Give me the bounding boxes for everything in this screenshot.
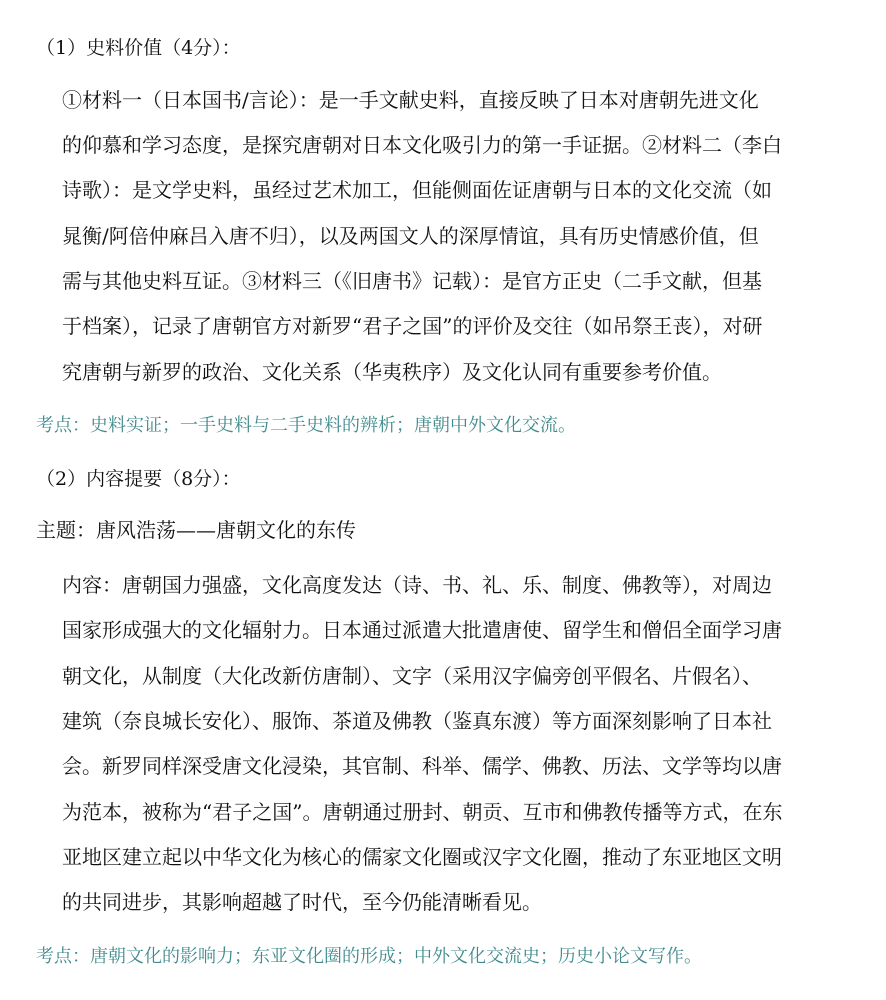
section1-line: 晁衡/阿倍仲麻吕入唐不归），以及两国文人的深厚情谊，具有历史情感价值，但 <box>62 224 759 248</box>
section1-line: 诗歌）：是文学史料，虽经过艺术加工，但能侧面佐证唐朝与日本的文化交流（如 <box>62 178 772 202</box>
section1-line: 需与其他史料互证。③材料三（《旧唐书》记载）：是官方正史（二手文献，但基 <box>62 269 762 293</box>
section1-line: 究唐朝与新罗的政治、文化关系（华夷秩序）及文化认同有重要参考价值。 <box>62 360 722 384</box>
section1-line: ①材料一（日本国书/言论）：是一手文献史料，直接反映了日本对唐朝先进文化 <box>62 88 759 112</box>
section1-line: 于档案），记录了唐朝官方对新罗“君子之国”的评价及交往（如吊祭王丧），对研 <box>62 314 763 338</box>
section2-line: 内容：唐朝国力强盛，文化高度发达（诗、书、礼、乐、制度、佛教等），对周边 <box>62 573 772 597</box>
section1-line: 的仰慕和学习态度，是探究唐朝对日本文化吸引力的第一手证据。②材料二（李白 <box>62 133 782 157</box>
section2-line: 国家形成强大的文化辐射力。日本通过派遣大批遣唐使、留学生和僧侣全面学习唐 <box>62 618 782 642</box>
section1-exam-points: 考点：史料实证；一手史料与二手史料的辨析；唐朝中外文化交流。 <box>36 415 576 436</box>
section2-line: 亚地区建立起以中华文化为核心的儒家文化圈或汉字文化圈，推动了东亚地区文明 <box>62 845 782 869</box>
section2-exam-points: 考点：唐朝文化的影响力；东亚文化圈的形成；中外文化交流史；历史小论文写作。 <box>36 946 702 967</box>
section2-line: 建筑（奈良城长安化）、服饰、茶道及佛教（鉴真东渡）等方面深刻影响了日本社 <box>62 709 772 733</box>
section1-heading: （1）史料价值（4分）： <box>36 37 241 59</box>
section2-heading: （2）内容提要（8分）： <box>36 468 241 490</box>
section2-line: 的共同进步，其影响超越了时代，至今仍能清晰看见。 <box>62 890 542 914</box>
section2-line: 会。新罗同样深受唐文化浸染，其官制、科举、儒学、佛教、历法、文学等均以唐 <box>62 754 782 778</box>
section2-line: 朝文化，从制度（大化改新仿唐制）、文字（采用汉字偏旁创平假名、片假名）、 <box>62 664 762 688</box>
section2-theme: 主题：唐风浩荡——唐朝文化的东传 <box>36 518 356 542</box>
section2-line: 为范本，被称为“君子之国”。唐朝通过册封、朝贡、互市和佛教传播等方式，在东 <box>62 800 783 824</box>
